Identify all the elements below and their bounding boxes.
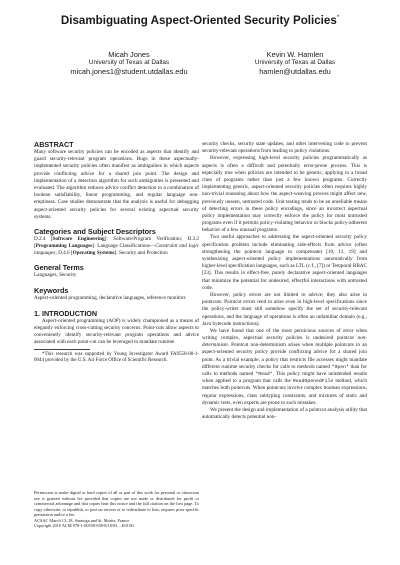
code-snippet: ReadOpenedFile: [292, 379, 334, 385]
abstract-heading: ABSTRACT: [34, 140, 74, 149]
author-email: micah.jones1@student.utdallas.edu: [70, 67, 188, 76]
code-snippet: *Read*: [255, 372, 273, 377]
emphasis-term: non-determinism: [202, 335, 367, 349]
introduction-heading: 1. INTRODUCTION: [34, 308, 98, 318]
right-column: [202, 141, 367, 421]
category-part: Software Engineering: [52, 235, 105, 242]
body-paragraph: Two useful approaches to addressing the aspect-oriented security policy specification problem include eliminating side-effects from advice (often strengthening the pointcut language to compensate) [10, 11, 19] and synthesizing aspect-oriented policy implementations automatically from higher-level specification languages, such as LTL (c.f., [7]) or Temporal RBAC [23]. This results in effect-free, purely declarative aspect-oriented languages that minimize the potential for undesired, effectful interactions with untrusted code.: [202, 234, 367, 291]
paper-title: [0, 14, 400, 27]
category-part: Constraint and logic languages: [34, 243, 199, 257]
general-terms-heading: General Terms: [34, 263, 84, 273]
conference-line: ACSAC March 13–18, Saratoga and St. Moritz, France: [34, 517, 130, 523]
text-run: method, which matches both pointcuts. When pointcuts involve complex boolean expressions, regular expressions, class subtyping constraints, and mixtures of static and dynamic tests, even experts are prone to such mistakes.: [202, 378, 367, 406]
left-column: [34, 140, 199, 365]
permission-text: Permission to make digital or hard copies of all or part of this work for personal or classroom use is granted without fee provided that copies are not made or distributed for profit or commercial advantage and that copies bear this notice and the full citation on the first page. To copy otherwise, to republish, to post on servers or to redistribute to lists, requires prior specific permission and/or a fee.: [34, 490, 199, 518]
category-part: ]: Software/Program Verification; D.3.2 [: [34, 235, 199, 250]
author-affiliation: University of Texas at Dallas: [254, 59, 336, 66]
title-text: Disambiguating Aspect-Oriented Security Policies: [60, 14, 337, 27]
category-part: ]: Security and Protection: [114, 250, 168, 257]
text-run: . This policy might have unintended results when applied to a program that calls the: [202, 371, 368, 385]
body-paragraph: However, policy errors are not limited to advice; they also arise in pointcuts. Pointcut errors tend to arise even in high-level specifications since the policy-writer must still somehow specify the set of security-relevant operations, and the language of operations is often an unfamiliar domain (e.g., Java bytecode instructions).: [202, 291, 367, 327]
body-paragraph: However, expressing high-level security policies programmatically as aspects is often a difficult and potentially error-prone process. This is especially true when policies are intended to be generic, applying to a broad class of programs rather than just a few known programs. Correctly implementing generic, aspect-oriented security policies often requires highly non-trivial reasoning about how the aspect-weaving process might affect new, previously unseen, untrusted code. Unit testing tends to be an unreliable means of detecting errors in these policy encodings, since an incorrect aspectual policy implementation may correctly enforce the policy for most untrusted programs even if it permits policy-violating behavior or blocks policy-adherent behavior of a few unusual programs.: [202, 155, 367, 234]
categories-heading: Categories and Subject Descriptors: [34, 226, 156, 236]
author-1: [34, 50, 224, 76]
code-snippet: *Open*: [331, 364, 349, 370]
category-part: ]: Language Classifications—: [92, 243, 156, 250]
copyright-line: Copyright 2010 ACM 978-1-60558-858-8/10/03 ...$10.00.: [34, 523, 135, 529]
text-run: . Pointcut non-determinism arises when multiple pointcuts in an aspect-oriented security policy provide conflicting advice for a shared join point. As a trivial example, a policy that restricts file accesses might mandate different runtime security checks for calls to methods named: [202, 342, 367, 370]
footnote-divider: [34, 349, 90, 350]
body-paragraph: [202, 328, 367, 407]
title-footnote-mark: *: [336, 15, 340, 22]
permission-block: [34, 490, 199, 529]
keywords-text: Aspect-oriented programming, declarative languages, reference monitors: [34, 294, 186, 301]
author-email: hamlen@utdallas.edu: [259, 67, 331, 76]
category-part: Operating Systems: [72, 250, 115, 257]
author-name: Micah Jones: [108, 50, 150, 59]
text-run: We have found that one of the most pernicious sources of error when writing complex, aspectual security policies is undesired pointcut: [202, 327, 367, 342]
body-paragraph: security checks, security state updates, and other intervening code to prevent security-relevant operations from leading to policy violations.: [202, 141, 367, 155]
category-part: D.2.4 [: [34, 235, 53, 242]
general-terms-text: Languages, Security: [34, 272, 77, 279]
text-run: than for calls to methods named: [202, 363, 367, 377]
author-name: Kevin W. Hamlen: [266, 50, 324, 59]
keywords-heading: Keywords: [34, 285, 69, 295]
abstract-text: Many software security policies can be encoded as aspects that identify and guard security-relevant program operations. Bugs in these aspectually-implemented security policies often manifest as ambiguities in which aspects provide conflicting advice for a shared join point. The design and implementation of a detection algorithm for such ambiguities is presented and evaluated. The algorithm reduces advice conflict detection to a combination of boolean satisfiability, linear programming, and regular language non-emptiness. Case studies demonstrate that the analysis is useful for debugging aspect-oriented security policies for several existing aspectual security systems.: [34, 149, 199, 220]
categories-text: [34, 236, 199, 258]
category-part: ; D.4.6 [: [55, 250, 73, 257]
author-affiliation: University of Texas at Dallas: [88, 59, 170, 66]
author-2: [200, 50, 390, 76]
body-paragraph: We present the design and implementation of a pointcut analysis utility that automatically detects potential non-: [202, 406, 367, 421]
funding-footnote: *This research was supported by Young Investigator Award FA9550-08-1-0044 provided by the U.S. Air Force Office of Scientific Research.: [34, 351, 199, 364]
category-part: Programming Languages: [35, 243, 93, 250]
introduction-paragraph: Aspect-oriented programming (AOP) is widely championed as a means of elegantly enforcing cross-cutting security concerns. Point-cuts allow aspects to conveniently identify security-relevant program operations and advice associated with each point-cut can be leveraged to mandate runtime: [34, 317, 199, 346]
